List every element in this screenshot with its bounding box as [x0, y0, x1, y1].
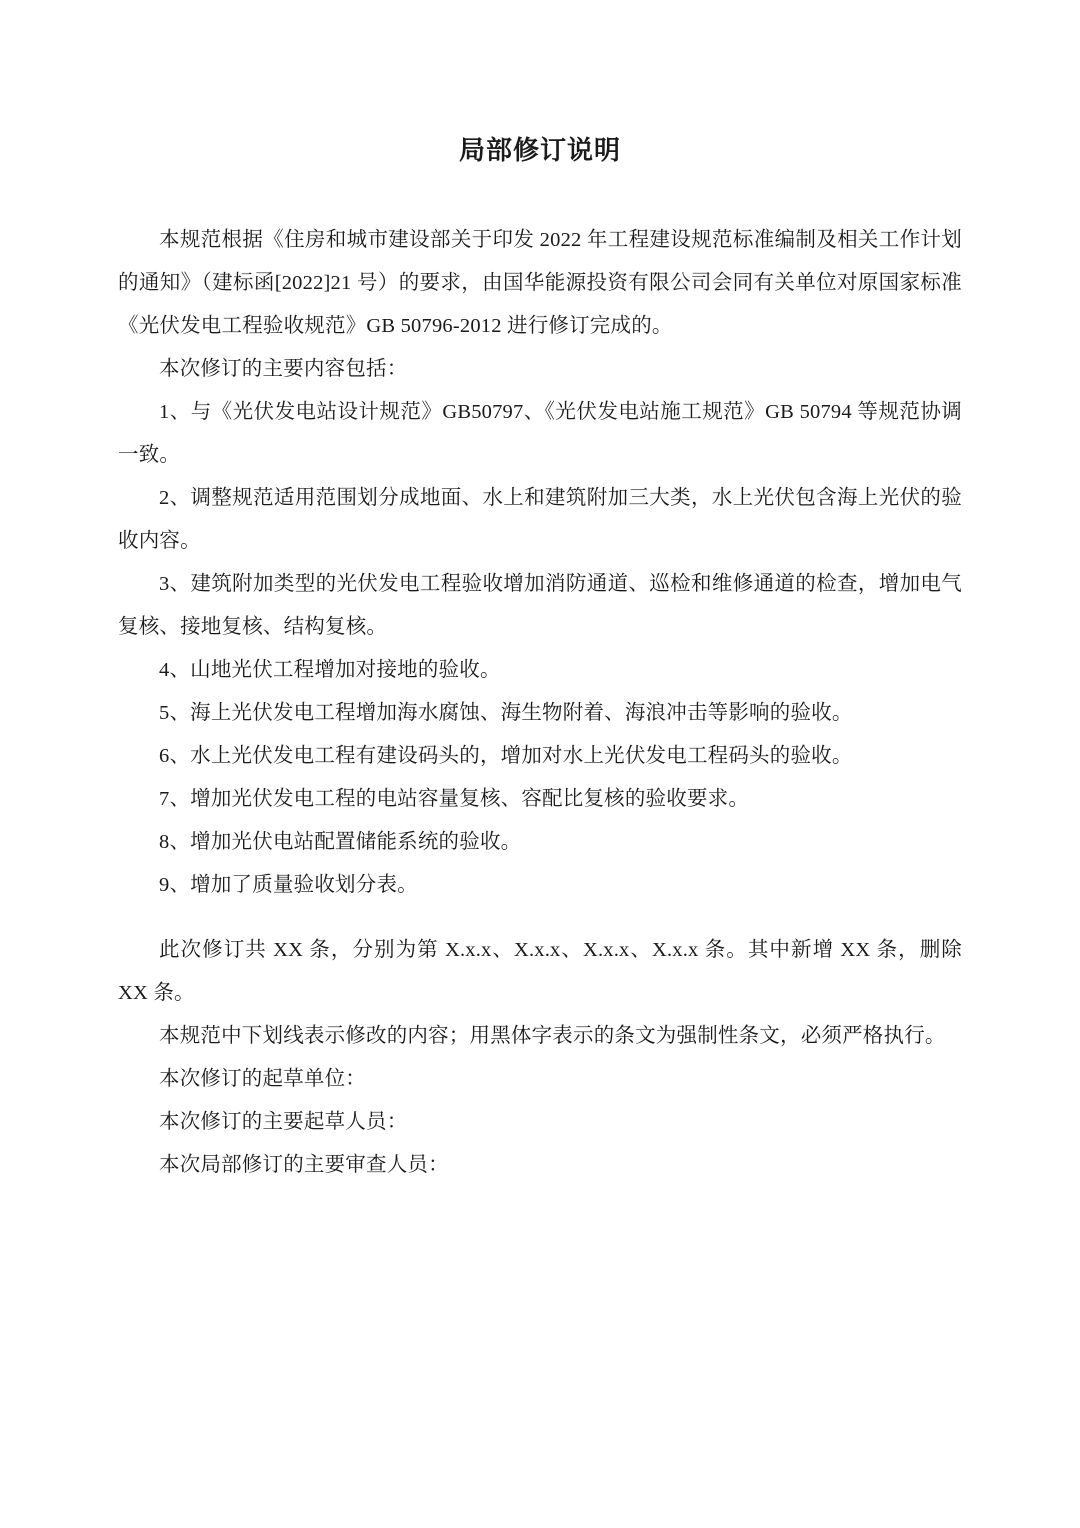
- paragraph-item-6: 6、水上光伏发电工程有建设码头的，增加对水上光伏发电工程码头的验收。: [159, 745, 853, 767]
- paragraph-item-9: 9、增加了质量验收划分表。: [159, 874, 418, 896]
- paragraph-item-8: 8、增加光伏电站配置储能系统的验收。: [159, 831, 522, 853]
- paragraph-revision-count: 此次修订共 XX 条，分别为第 X.x.x、X.x.x、X.x.x、X.x.x 条。其中新增 XX 条，删除 XX 条。: [118, 939, 962, 1004]
- paragraph-drafting-units: 本次修订的起草单位：: [159, 1068, 366, 1090]
- paragraph-item-7: 7、增加光伏发电工程的电站容量复核、容配比复核的验收要求。: [159, 788, 750, 810]
- paragraph-main-reviewers: 本次局部修订的主要审查人员：: [159, 1154, 449, 1176]
- paragraph-item-1: 1、与《光伏发电站设计规范》GB50797、《光伏发电站施工规范》GB 50794 等规范协调一致。: [118, 401, 962, 466]
- document-body: [118, 130, 962, 1187]
- paragraph-underline-note: 本规范中下划线表示修改的内容；用黑体字表示的条文为强制性条文，必须严格执行。: [159, 1025, 946, 1047]
- paragraph-item-2: 2、调整规范适用范围划分成地面、水上和建筑附加三大类，水上光伏包含海上光伏的验收内容。: [118, 487, 962, 552]
- paragraph-item-4: 4、山地光伏工程增加对接地的验收。: [159, 659, 501, 681]
- paragraph-main-drafters: 本次修订的主要起草人员：: [159, 1111, 408, 1133]
- paragraph-intro: 本规范根据《住房和城市建设部关于印发 2022 年工程建设规范标准编制及相关工作计划的通知》（建标函[2022]21 号）的要求，由国华能源投资有限公司会同有关单位对原国家标准《光伏发电工程验收规范》GB 50796-2012 进行修订完成的。: [118, 229, 962, 337]
- paragraph-item-3: 3、建筑附加类型的光伏发电工程验收增加消防通道、巡检和维修通道的检查，增加电气复核、接地复核、结构复核。: [118, 573, 962, 638]
- page-title: 局部修订说明: [458, 136, 621, 165]
- paragraph-item-5: 5、海上光伏发电工程增加海水腐蚀、海生物附着、海浪冲击等影响的验收。: [159, 702, 853, 724]
- paragraph-revision-summary-lead: 本次修订的主要内容包括：: [159, 358, 408, 380]
